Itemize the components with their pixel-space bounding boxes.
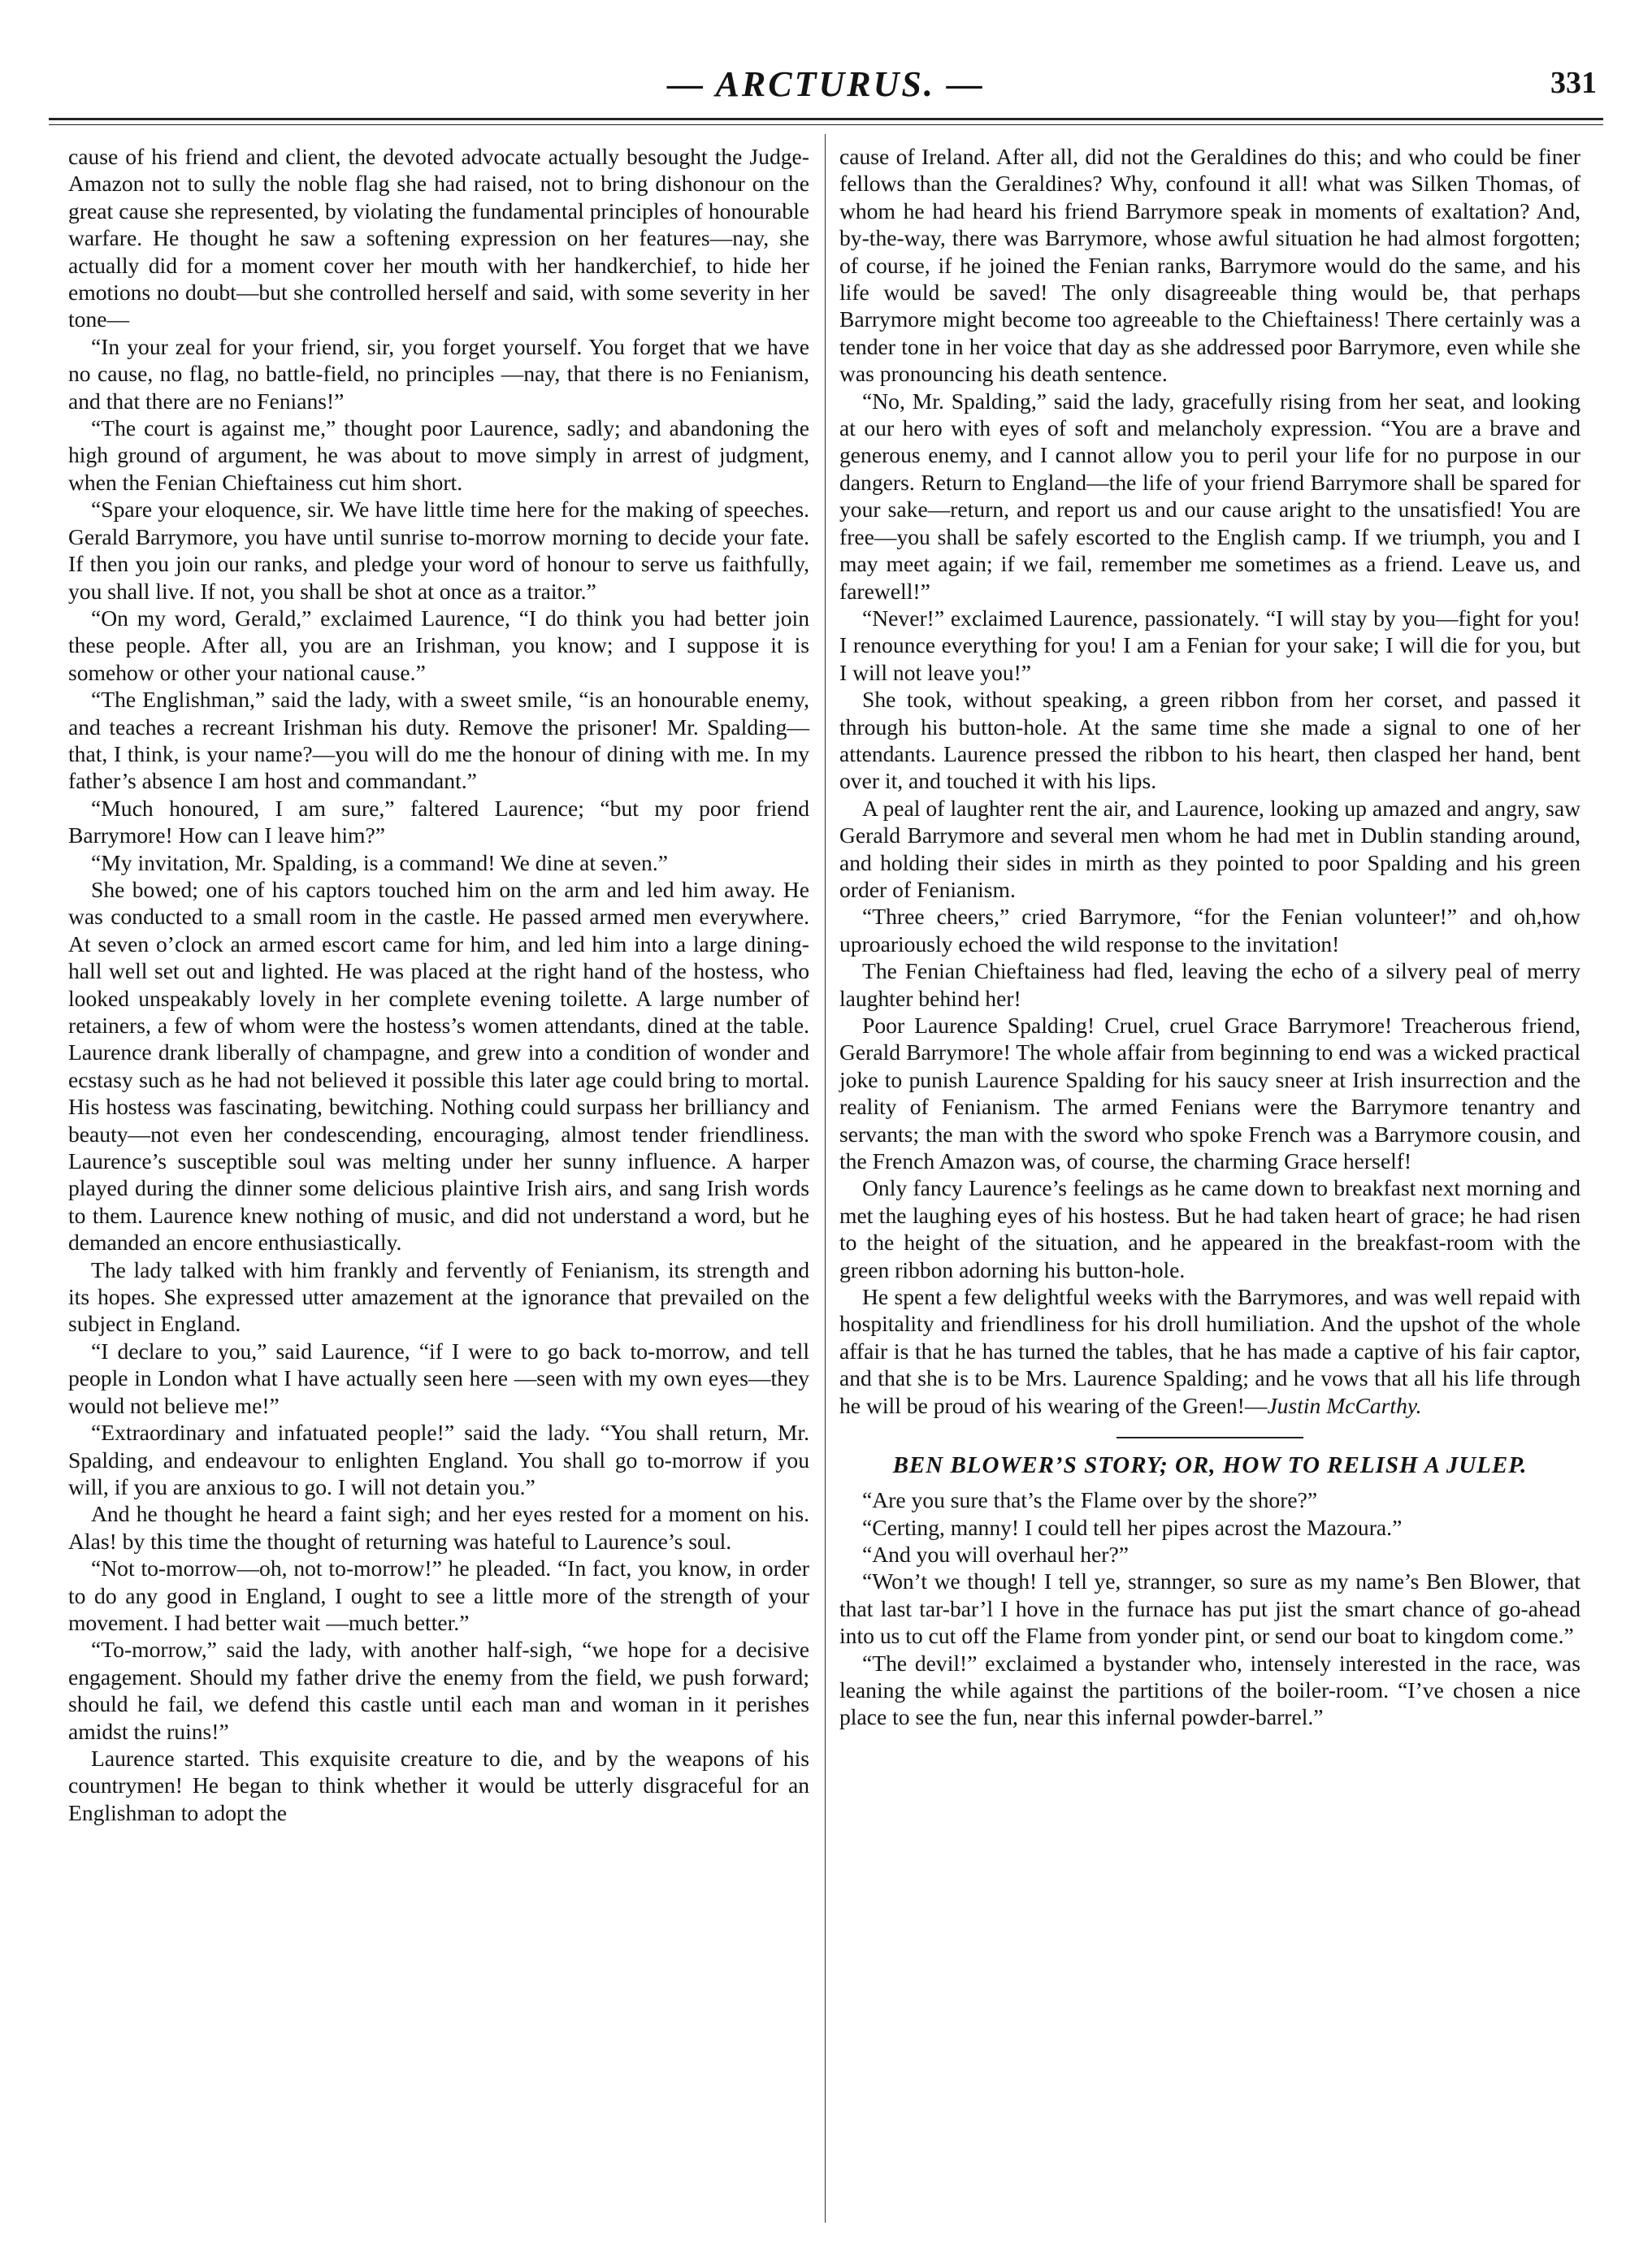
left-column bbox=[68, 143, 809, 1826]
paragraph: A peal of laughter rent the air, and Laurence, looking up amazed and angry, saw Gerald Barrymore and several men whom he had met in Dublin standing around, and holding their sides in mirth as they pointed to poor Spalding and his green order of Fenianism. bbox=[839, 795, 1580, 902]
paragraph: The Fenian Chieftainess had fled, leaving the echo of a silvery peal of merry laughter behind her! bbox=[839, 958, 1580, 1011]
paragraph: She bowed; one of his captors touched him on the arm and led him away. He was conducted to a small room in the castle. He passed armed men everywhere. At seven o’clock an armed escort came for him, and led him into a large dining-hall well set out and lighted. He was placed at the right hand of the hostess, who looked unspeakably lovely in her complete evening toilette. A large number of retainers, a few of whom were the hostess’s women attendants, dined at the table. Laurence drank liberally of champagne, and grew into a condition of wonder and ecstasy such as he had not believed it possible this later age could bring to mortal. His hostess was fascinating, bewitching. Nothing could surpass her brilliancy and beauty—not even her condescending, encouraging, almost tender friendliness. Laurence’s susceptible soul was melting under her sunny influence. A harper played during the dinner some delicious plaintive Irish airs, and sang Irish words to them. Laurence knew nothing of music, and did not understand a word, but he demanded an encore enthusiastically. bbox=[68, 876, 809, 1256]
paragraph: She took, without speaking, a green ribbon from her corset, and passed it through his button-hole. At the same time she made a signal to one of her attendants. Laurence pressed the ribbon to his heart, then clasped her hand, bent over it, and touched it with his lips. bbox=[839, 687, 1580, 794]
paragraph: “My invitation, Mr. Spalding, is a command! We dine at seven.” bbox=[91, 849, 668, 875]
attribution: Justin McCarthy. bbox=[1267, 1392, 1422, 1418]
paragraph: And he thought he heard a faint sigh; and her eyes rested for a moment on his. Alas! by this time the thought of returning was hateful to Laurence’s soul. bbox=[68, 1501, 809, 1554]
paragraph: “The court is against me,” thought poor Laurence, sadly; and abandoning the high ground of argument, he was about to move simply in arrest of judgment, when the Fenian Chieftainess cut him short. bbox=[68, 415, 809, 495]
paragraph: Poor Laurence Spalding! Cruel, cruel Grace Barrymore! Treacherous friend, Gerald Barrymore! The whole affair from beginning to end was a wicked practical joke to punish Laurence Spalding for his saucy sneer at Irish insurrection and the reality of Fenianism. The armed Fenians were the Barrymore tenantry and servants; the man with the sword who spoke French was a Barrymore cousin, and the French Amazon was, of course, the charming Grace herself! bbox=[839, 1013, 1580, 1174]
paragraph: “Much honoured, I am sure,” faltered Laurence; “but my poor friend Barrymore! How can I leave him?” bbox=[68, 795, 809, 848]
paragraph: “In your zeal for your friend, sir, you forget yourself. You forget that we have no cause, no flag, no battle-field, no principles —nay, that there is no Fenianism, and that there are no Fenians!” bbox=[68, 333, 809, 414]
paragraph: “Are you sure that’s the Flame over by the shore?” bbox=[862, 1487, 1318, 1513]
paragraph: “Certing, manny! I could tell her pipes acrost the Mazoura.” bbox=[862, 1514, 1403, 1540]
paragraph: “Three cheers,” cried Barrymore, “for the Fenian volunteer!” and oh,how uproariously echoed the wild response to the invitation! bbox=[839, 904, 1580, 957]
paragraph: “The Englishman,” said the lady, with a sweet smile, “is an honourable enemy, and teaches a recreant Irishman his duty. Remove the prisoner! Mr. Spalding—that, I think, is your name?—you will do me the honour of dining with me. In my father’s absence I am host and commandant.” bbox=[68, 687, 809, 794]
paragraph: “Not to-morrow—oh, not to-morrow!” he pleaded. “In fact, you know, in order to do any good in England, I ought to see a little more of the strength of your movement. I had better wait —much better.” bbox=[68, 1555, 809, 1635]
paragraph: “On my word, Gerald,” exclaimed Laurence, “I do think you had better join these people. After all, you are an Irishman, you know; and I suppose it is somehow or other your national cause.” bbox=[68, 605, 809, 685]
paragraph: Laurence started. This exquisite creature to die, and by the weapons of his countrymen! He began to think whether it would be utterly disgraceful for an Englishman to adopt the bbox=[68, 1745, 809, 1825]
paragraph: cause of his friend and client, the devoted advocate actually besought the Judge-Amazon not to sully the noble flag she had raised, not to bring dishonour on the great cause she represented, by violating the fundamental principles of honourable warfare. He thought he saw a softening expression on her features—nay, she actually did for a moment cover her mouth with her handkerchief, to hide her emotions no doubt—but she controlled herself and said, with some severity in her tone— bbox=[68, 144, 809, 332]
paragraph: “Spare your eloquence, sir. We have little time here for the making of speeches. Gerald Barrymore, you have until sunrise to-morrow morning to decide your fate. If then you join our ranks, and pledge your word of honour to serve us faithfully, you shall live. If not, you shall be shot at once as a traitor.” bbox=[68, 497, 809, 604]
section-separator bbox=[1117, 1437, 1303, 1438]
paragraph-text: He spent a few delightful weeks with the Barrymores, and was well repaid with hospitality and friendliness for his droll humiliation. And the upshot of the whole affair is that he has turned the tables, that he has made a captive of his fair captor, and that she is to be Mrs. Laurence Spalding; and he vows that all his life through he will be proud of his wearing of the Green!— bbox=[839, 1284, 1580, 1418]
page-number: 331 bbox=[1550, 66, 1597, 100]
paragraph: “Never!” exclaimed Laurence, passionately. “I will stay by you—fight for you! I renounce everything for you! I am a Fenian for your sake; I will die for you, but I will not leave you!” bbox=[839, 605, 1580, 685]
right-column bbox=[839, 143, 1580, 1731]
paragraph: “I declare to you,” said Laurence, “if I were to go back to-morrow, and tell people in London what I have actually seen here —seen with my own eyes—they would not believe me!” bbox=[68, 1338, 809, 1418]
paragraph: “To-morrow,” said the lady, with another half-sigh, “we hope for a decisive engagement. Should my father drive the enemy from the field, we push forward; should he fail, we defend this castle until each man and woman in it perishes amidst the ruins!” bbox=[68, 1637, 809, 1744]
column-divider bbox=[825, 134, 826, 2223]
paragraph: “Extraordinary and infatuated people!” said the lady. “You shall return, Mr. Spalding, and endeavour to enlighten England. You shall go to-morrow if you will, if you are anxious to go. I will not detain you.” bbox=[68, 1420, 809, 1499]
paragraph: “The devil!” exclaimed a bystander who, intensely interested in the race, was leaning the while against the partitions of the boiler-room. “I’ve chosen a nice place to see the fun, near this infernal powder-barrel.” bbox=[839, 1650, 1580, 1730]
paragraph: “No, Mr. Spalding,” said the lady, gracefully rising from her seat, and looking at our hero with eyes of soft and melancholy expression. “You are a brave and generous enemy, and I cannot allow you to peril your life for no purpose in our dangers. Return to England—the life of your friend Barrymore shall be spared for your sake—return, and report us and our cause aright to the unsatisfied! You are free—you shall be safely escorted to the English camp. If we triumph, you and I may meet again; if we fail, remember me sometimes as a friend. Leave us, and farewell!” bbox=[839, 388, 1580, 604]
running-title: — ARCTURUS. — bbox=[667, 64, 985, 104]
header-rule-thin bbox=[49, 124, 1603, 125]
paragraph: “Won’t we though! I tell ye, strannger, so sure as my name’s Ben Blower, that that last tar-bar’l I hove in the furnace has put jist the smart chance of go-ahead into us to cut off the Flame from yonder pint, or send our boat to kingdom come.” bbox=[839, 1568, 1580, 1649]
paragraph: Only fancy Laurence’s feelings as he came down to breakfast next morning and met the laughing eyes of his hostess. But he had taken heart of grace; he had risen to the height of the situation, and he appeared in the breakfast-room with the green ribbon adorning his button-hole. bbox=[839, 1175, 1580, 1282]
paragraph-with-attribution bbox=[839, 1283, 1580, 1419]
paragraph: cause of Ireland. After all, did not the Geraldines do this; and who could be finer fellows than the Geraldines? Why, confound it all! what was Silken Thomas, of whom he had heard his friend Barrymore speak in moments of exaltation? And, by-the-way, there was Barrymore, whose awful situation he had almost forgotten; of course, if he joined the Fenian ranks, Barrymore would do the same, and his life would be saved! The only disagreeable thing would be, that perhaps Barrymore might become too agreeable to the Chieftainess! There certainly was a tender tone in her voice that day as she addressed poor Barrymore, even while she was pronouncing his death sentence. bbox=[839, 144, 1580, 387]
paragraph: “And you will overhaul her?” bbox=[862, 1541, 1129, 1567]
story-title: BEN BLOWER’S STORY; OR, HOW TO RELISH A JULEP. bbox=[892, 1452, 1528, 1479]
paragraph: The lady talked with him frankly and fervently of Fenianism, its strength and its hopes. She expressed utter amazement at the ignorance that prevailed on the subject in England. bbox=[68, 1256, 809, 1337]
header-rule bbox=[49, 118, 1603, 120]
page-header bbox=[49, 49, 1603, 114]
